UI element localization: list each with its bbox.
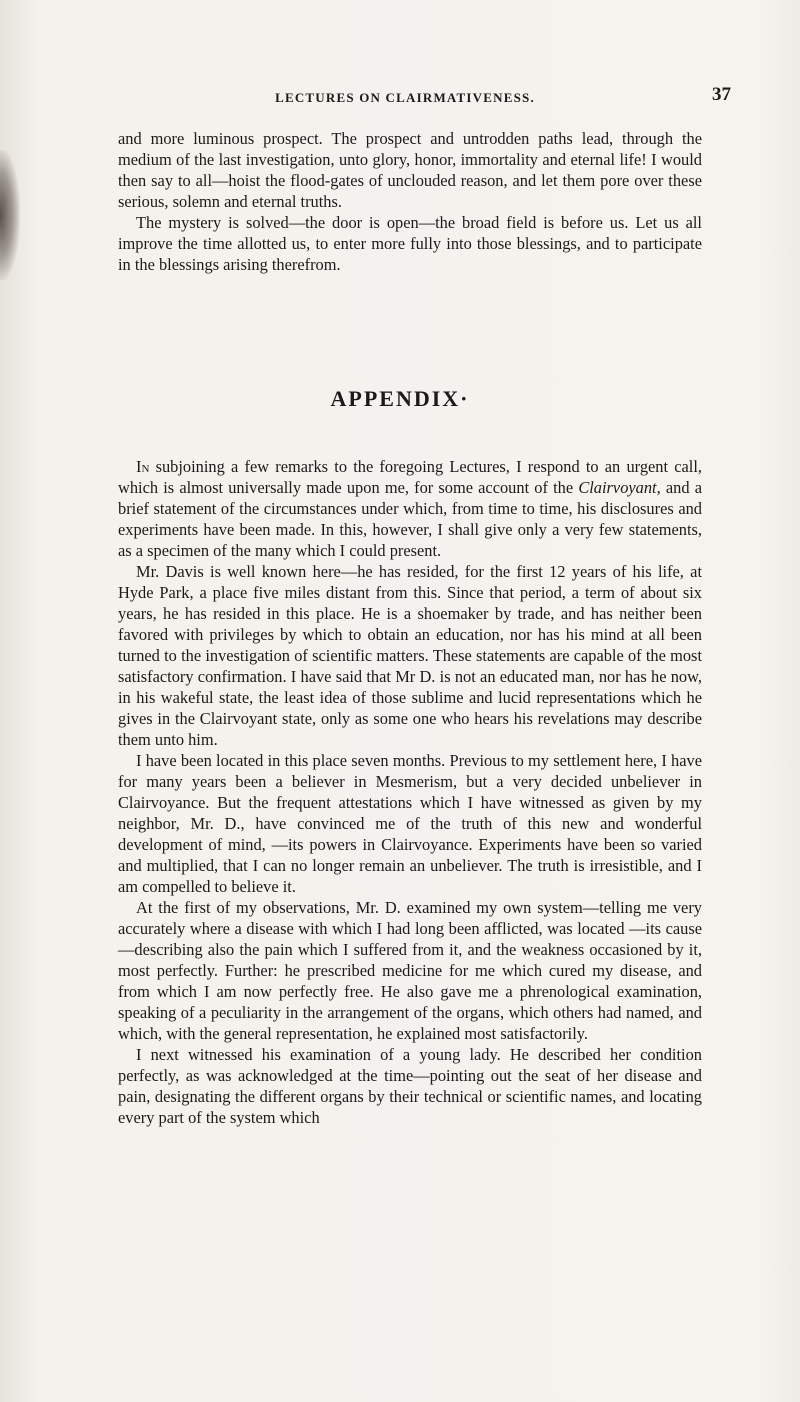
appendix-paragraph: At the first of my observations, Mr. D. examined my own system—telling me very accurately where a disease with which I had long been afflicted, was located —its cause—describing also the pain which I suffered from it, and the weakness occasioned by it, most perfectly. Further: he prescribed medicine for me which cured my disease, and from which I am now perfectly free. He also gave me a phrenological examination, speaking of a peculiarity in the arrangement of the organs, which others had named, and which, with the general representation, he explained most satisfactorily. xyxy=(118,898,702,1043)
header-title: LECTURES ON CLAIRMATIVENESS. xyxy=(275,90,535,105)
appendix-p1-rest: subjoining a few remarks to the foregoing Lectures, I respond to an urgent call, which is almost universally made upon me, for some account of the xyxy=(118,457,702,497)
appendix-body xyxy=(118,456,702,1128)
page-number: 37 xyxy=(712,84,731,105)
appendix-paragraph xyxy=(118,456,702,561)
first-word: In xyxy=(136,457,150,476)
appendix-title: APPENDIX· xyxy=(330,386,470,411)
appendix-p1-end: , and a brief statement of the circumstances under which, from time to time, his disclosures and experiments have been made. In this, however, I shall give only a very few statements, as a specimen of the many which I could present. xyxy=(118,478,703,560)
intro-text xyxy=(118,128,702,275)
appendix-paragraph: Mr. Davis is well known here—he has resided, for the first 12 years of his life, at Hyde Park, a place five miles distant from this. Since that period, a term of about six years, he has resided in this place. He is a shoemaker by trade, and has neither been favored with privileges by which to obtain an education, nor has his mind at all been turned to the investigation of scientific matters. These statements are capable of the most satisfactory confirmation. I have said that Mr D. is not an educated man, nor has he now, in his wakeful state, the least idea of those sublime and lucid representations which he gives in the Clairvoyant state, only as some one who hears his revelations may describe them unto him. xyxy=(118,562,702,749)
appendix-paragraph: I have been located in this place seven months. Previous to my settlement here, I have for many years been a believer in Mesmerism, but a very decided unbeliever in Clairvoyance. But the frequent attestations which I have witnessed as given by my neighbor, Mr. D., have convinced me of the truth of this new and wonderful development of mind, —its powers in Clairvoyance. Experiments have been so varied and multiplied, that I can no longer remain an unbeliever. The truth is irresistible, and I am compelled to believe it. xyxy=(118,751,702,896)
intro-paragraph: The mystery is solved—the door is open—the broad field is before us. Let us all improve the time allotted us, to enter more fully into those blessings, and to participate in the blessings arising therefrom. xyxy=(118,213,702,274)
clairvoyant-term: Clairvoyant xyxy=(578,478,657,497)
appendix-paragraph: I next witnessed his examination of a young lady. He described her condition perfectly, as was acknowledged at the time—pointing out the seat of her disease and pain, designating the different organs by their technical or scientific names, and locating every part of the system which xyxy=(118,1045,702,1127)
intro-paragraph: and more luminous prospect. The prospect and untrodden paths lead, through the medium of the last investigation, unto glory, honor, immortality and eternal life! I would then say to all—hoist the flood-gates of unclouded reason, and let them pore over these serious, solemn and eternal truths. xyxy=(118,129,702,211)
running-header xyxy=(0,84,800,114)
page-edge-shadow xyxy=(0,150,20,280)
